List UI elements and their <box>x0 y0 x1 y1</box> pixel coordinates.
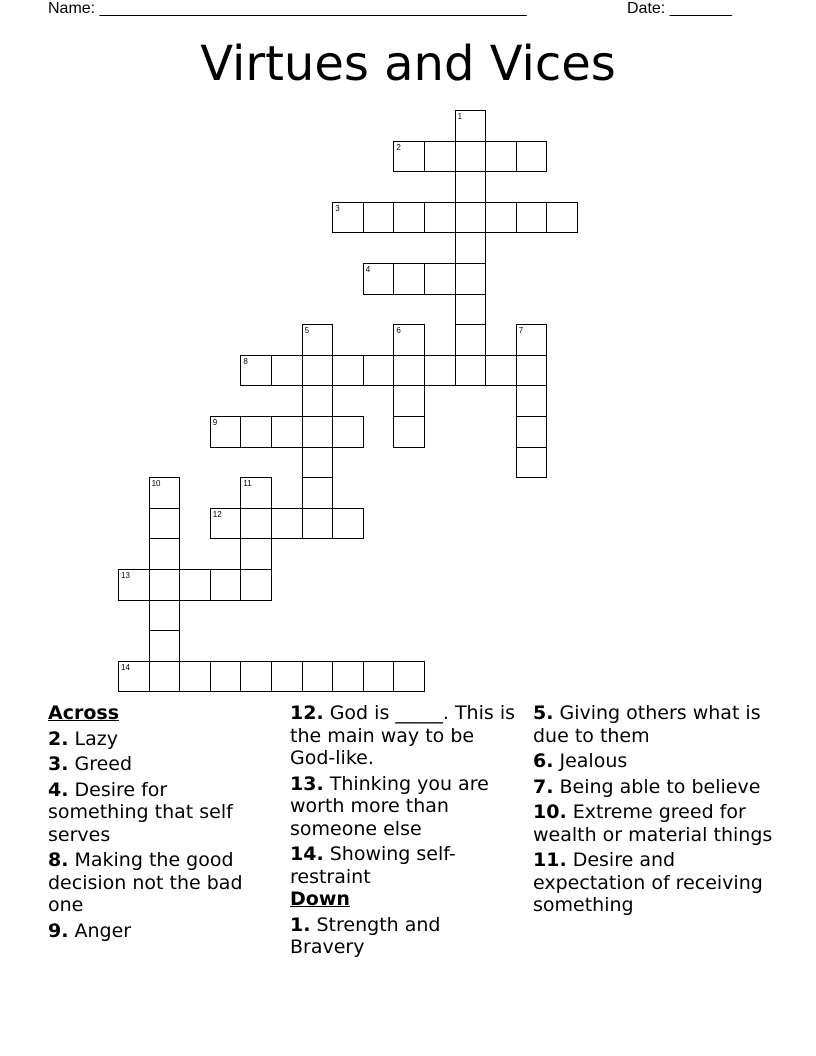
grid-cell[interactable] <box>240 508 272 540</box>
grid-cell[interactable] <box>393 661 425 693</box>
clue-column-1 <box>48 702 273 942</box>
cell-number: 13 <box>121 571 130 580</box>
clue-down-10: 10. Extreme greed for wealth or material things <box>533 801 773 846</box>
cell-number: 8 <box>243 356 248 366</box>
grid-cell[interactable] <box>393 141 425 173</box>
grid-cell[interactable] <box>240 661 272 693</box>
grid-cell[interactable] <box>424 355 456 387</box>
grid-cell[interactable] <box>240 416 272 448</box>
grid-cell[interactable] <box>332 416 364 448</box>
grid-cell[interactable] <box>485 355 517 387</box>
grid-cell[interactable] <box>179 569 211 601</box>
cell-number: 1 <box>457 112 463 121</box>
grid-cell[interactable] <box>393 202 425 234</box>
grid-cell[interactable] <box>393 355 425 387</box>
grid-cell[interactable] <box>332 661 364 693</box>
grid-cell[interactable] <box>424 141 456 173</box>
grid-cell[interactable] <box>149 508 181 540</box>
grid-cell[interactable] <box>271 416 303 448</box>
grid-cell[interactable] <box>455 141 487 173</box>
clue-column-2 <box>290 702 515 959</box>
grid-cell[interactable] <box>149 630 181 662</box>
clue-across-3: 3. Greed <box>48 753 133 775</box>
grid-cell[interactable] <box>332 202 364 234</box>
grid-cell[interactable] <box>455 294 487 326</box>
grid-cell[interactable] <box>149 661 181 693</box>
clue-across-2: 2. Lazy <box>48 727 118 750</box>
page-title: Virtues and Vices <box>200 36 616 92</box>
grid-cell[interactable] <box>210 661 242 693</box>
cell-number: 2 <box>396 142 401 152</box>
clue-down-11: 11. Desire and expectation of receiving something <box>533 849 763 916</box>
grid-cell[interactable] <box>363 263 395 295</box>
date-line: Date: _______ <box>627 0 732 17</box>
grid-cell[interactable] <box>240 477 272 509</box>
grid-cell[interactable] <box>302 508 334 540</box>
grid-cell[interactable] <box>516 141 548 173</box>
grid-cell[interactable] <box>149 569 181 601</box>
grid-cell[interactable] <box>240 355 272 387</box>
grid-cell[interactable] <box>149 538 181 570</box>
grid-cell[interactable] <box>210 508 242 540</box>
grid-cell[interactable] <box>455 355 487 387</box>
down-heading: Down <box>290 888 350 910</box>
grid-cell[interactable] <box>302 355 334 387</box>
grid-cell[interactable] <box>271 508 303 540</box>
grid-cell[interactable] <box>455 171 487 203</box>
grid-cell[interactable] <box>516 416 548 448</box>
clue-across-13: 13. Thinking you are worth more than someone else <box>290 772 489 840</box>
cell-number: 11 <box>243 479 252 489</box>
grid-cell[interactable] <box>424 263 456 295</box>
grid-cell[interactable] <box>271 661 303 693</box>
grid-cell[interactable] <box>393 263 425 295</box>
clue-across-8: 8. Making the good decision not the bad one <box>48 849 243 916</box>
cell-number: 9 <box>212 418 218 427</box>
cell-number: 12 <box>212 509 222 519</box>
grid-cell[interactable] <box>363 661 395 693</box>
cell-number: 14 <box>121 662 130 672</box>
grid-cell[interactable] <box>210 416 242 448</box>
grid-cell[interactable] <box>516 324 548 356</box>
grid-cell[interactable] <box>393 324 425 356</box>
clue-down-6: 6. Jealous <box>533 750 628 772</box>
across-heading: Across <box>48 702 120 724</box>
name-line: Name: ________________________________________________ <box>48 0 527 17</box>
grid-cell[interactable] <box>424 202 456 234</box>
clue-across-4: 4. Desire for something that self serves <box>48 778 233 846</box>
cell-number: 3 <box>335 203 340 213</box>
grid-cell[interactable] <box>332 355 364 387</box>
grid-cell[interactable] <box>455 232 487 264</box>
grid-cell[interactable] <box>302 661 334 693</box>
grid-cell[interactable] <box>516 447 548 479</box>
clue-across-14: 14. Showing self-restraint <box>290 843 456 888</box>
grid-cell[interactable] <box>302 385 334 417</box>
grid-cell[interactable] <box>179 661 211 693</box>
cell-number: 10 <box>151 479 161 489</box>
grid-cell[interactable] <box>516 355 548 387</box>
grid-cell[interactable] <box>240 569 272 601</box>
grid-cell[interactable] <box>546 202 578 234</box>
grid-cell[interactable] <box>455 263 487 295</box>
grid-cell[interactable] <box>363 202 395 234</box>
grid-cell[interactable] <box>393 416 425 448</box>
cell-number: 5 <box>304 326 310 336</box>
clue-down-5: 5. Giving others what is due to them <box>533 702 761 747</box>
grid-cell[interactable] <box>302 416 334 448</box>
clue-across-9: 9. Anger <box>48 919 132 942</box>
clue-column-3 <box>533 702 773 917</box>
grid-cell[interactable] <box>455 202 487 234</box>
clue-down-1: 1. Strength and Bravery <box>290 913 441 958</box>
grid-cell[interactable] <box>363 355 395 387</box>
grid-cell[interactable] <box>332 508 364 540</box>
clue-across-12: 12. God is _____. This is the main way to be God-like. <box>290 702 515 769</box>
grid-cell[interactable] <box>149 600 181 632</box>
cell-number: 6 <box>396 326 401 336</box>
grid-cell[interactable] <box>271 355 303 387</box>
grid-cell[interactable] <box>516 385 548 417</box>
grid-cell[interactable] <box>516 202 548 234</box>
grid-cell[interactable] <box>210 569 242 601</box>
grid-cell[interactable] <box>302 477 334 509</box>
grid-cell[interactable] <box>149 477 181 509</box>
grid-cell[interactable] <box>485 141 517 173</box>
cell-number: 7 <box>518 326 524 336</box>
cell-number: 4 <box>365 265 371 274</box>
grid-cell[interactable] <box>118 661 150 693</box>
grid-cell[interactable] <box>485 202 517 234</box>
grid-cell[interactable] <box>240 538 272 570</box>
grid-cell[interactable] <box>302 324 334 356</box>
grid-cell[interactable] <box>455 110 487 142</box>
grid-cell[interactable] <box>118 569 150 601</box>
grid-cell[interactable] <box>393 385 425 417</box>
clue-down-7: 7. Being able to believe <box>533 775 761 798</box>
grid-cell[interactable] <box>455 324 487 356</box>
grid-cell[interactable] <box>302 447 334 479</box>
